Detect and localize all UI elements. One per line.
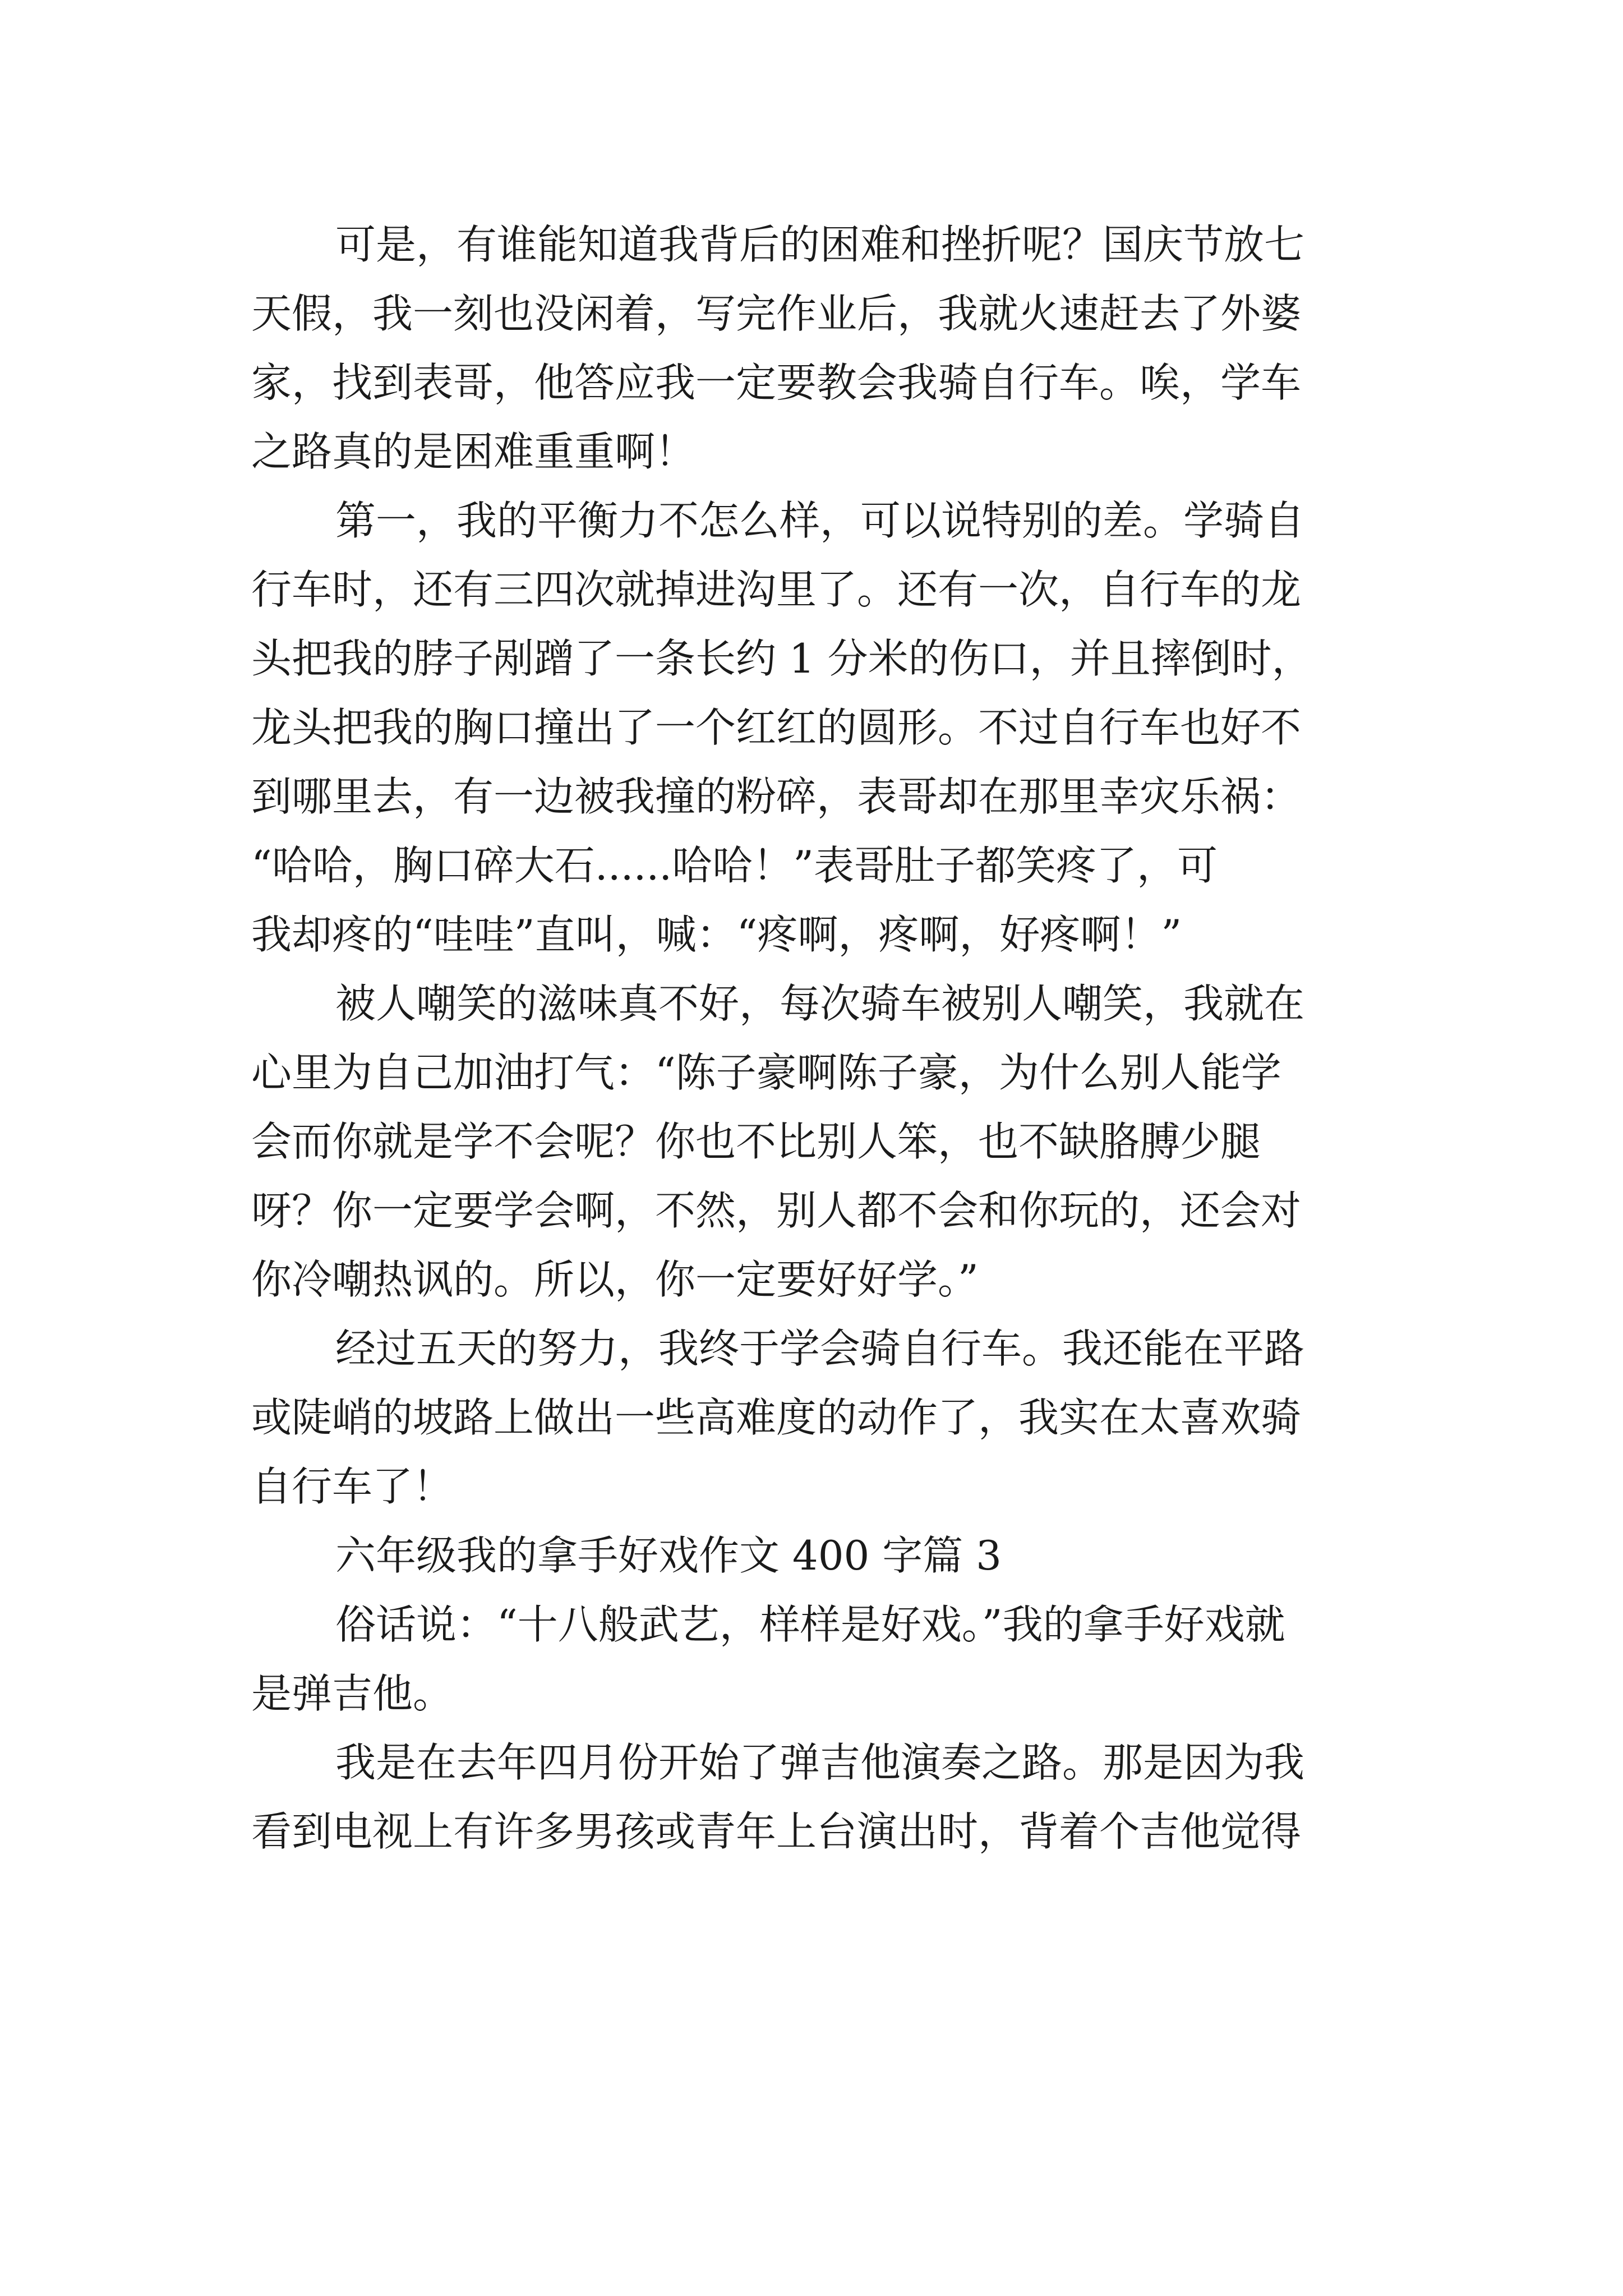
text-line: 我却疼的“哇哇”直叫，喊：“疼啊，疼啊，好疼啊！”	[251, 911, 1182, 958]
text-line: 俗话说：“十八般武艺，样样是好戏。”我的拿手好戏就	[335, 1601, 1285, 1648]
text-line: 自行车了！	[251, 1463, 454, 1510]
text-line: “哈哈，胸口碎大石......哈哈！”表哥肚子都笑疼了，可	[251, 842, 1218, 889]
text-line: 我是在去年四月份开始了弹吉他演奏之路。那是因为我	[335, 1739, 1305, 1786]
text-line: 心里为自己加油打气：“陈子豪啊陈子豪，为什么别人能学	[251, 1049, 1281, 1096]
text-line: 或陡峭的坡路上做出一些高难度的动作了，我实在太喜欢骑	[251, 1394, 1302, 1441]
text-line: 天假，我一刻也没闲着，写完作业后，我就火速赶去了外婆	[251, 290, 1302, 337]
text-line: 头把我的脖子剐蹭了一条长约 1 分米的伤口，并且摔倒时，	[251, 635, 1312, 682]
document-body	[251, 210, 1390, 1866]
text-line: 经过五天的努力，我终于学会骑自行车。我还能在平路	[335, 1325, 1305, 1372]
text-line: 是弹吉他。	[251, 1670, 454, 1717]
text-line: 你冷嘲热讽的。所以，你一定要好好学。”	[251, 1256, 979, 1303]
section-heading: 六年级我的拿手好戏作文 400 字篇 3	[335, 1532, 1002, 1579]
text-line: 到哪里去，有一边被我撞的粉碎，表哥却在那里幸灾乐祸：	[251, 773, 1302, 820]
text-line: 被人嘲笑的滋味真不好，每次骑车被别人嘲笑，我就在	[335, 980, 1305, 1027]
text-line: 会而你就是学不会呢？你也不比别人笨，也不缺胳膊少腿	[251, 1118, 1261, 1165]
text-line: 龙头把我的胸口撞出了一个红红的圆形。不过自行车也好不	[251, 704, 1302, 751]
text-line: 家，找到表哥，他答应我一定要教会我骑自行车。唉，学车	[251, 359, 1302, 406]
text-line: 呀？你一定要学会啊，不然，别人都不会和你玩的，还会对	[251, 1187, 1302, 1234]
text-line: 第一，我的平衡力不怎么样，可以说特别的差。学骑自	[335, 497, 1305, 544]
text-line: 可是，有谁能知道我背后的困难和挫折呢？国庆节放七	[335, 221, 1305, 268]
text-line: 看到电视上有许多男孩或青年上台演出时，背着个吉他觉得	[251, 1808, 1302, 1855]
text-line: 之路真的是困难重重啊！	[251, 428, 696, 475]
text-line: 行车时，还有三四次就掉进沟里了。还有一次，自行车的龙	[251, 566, 1302, 613]
